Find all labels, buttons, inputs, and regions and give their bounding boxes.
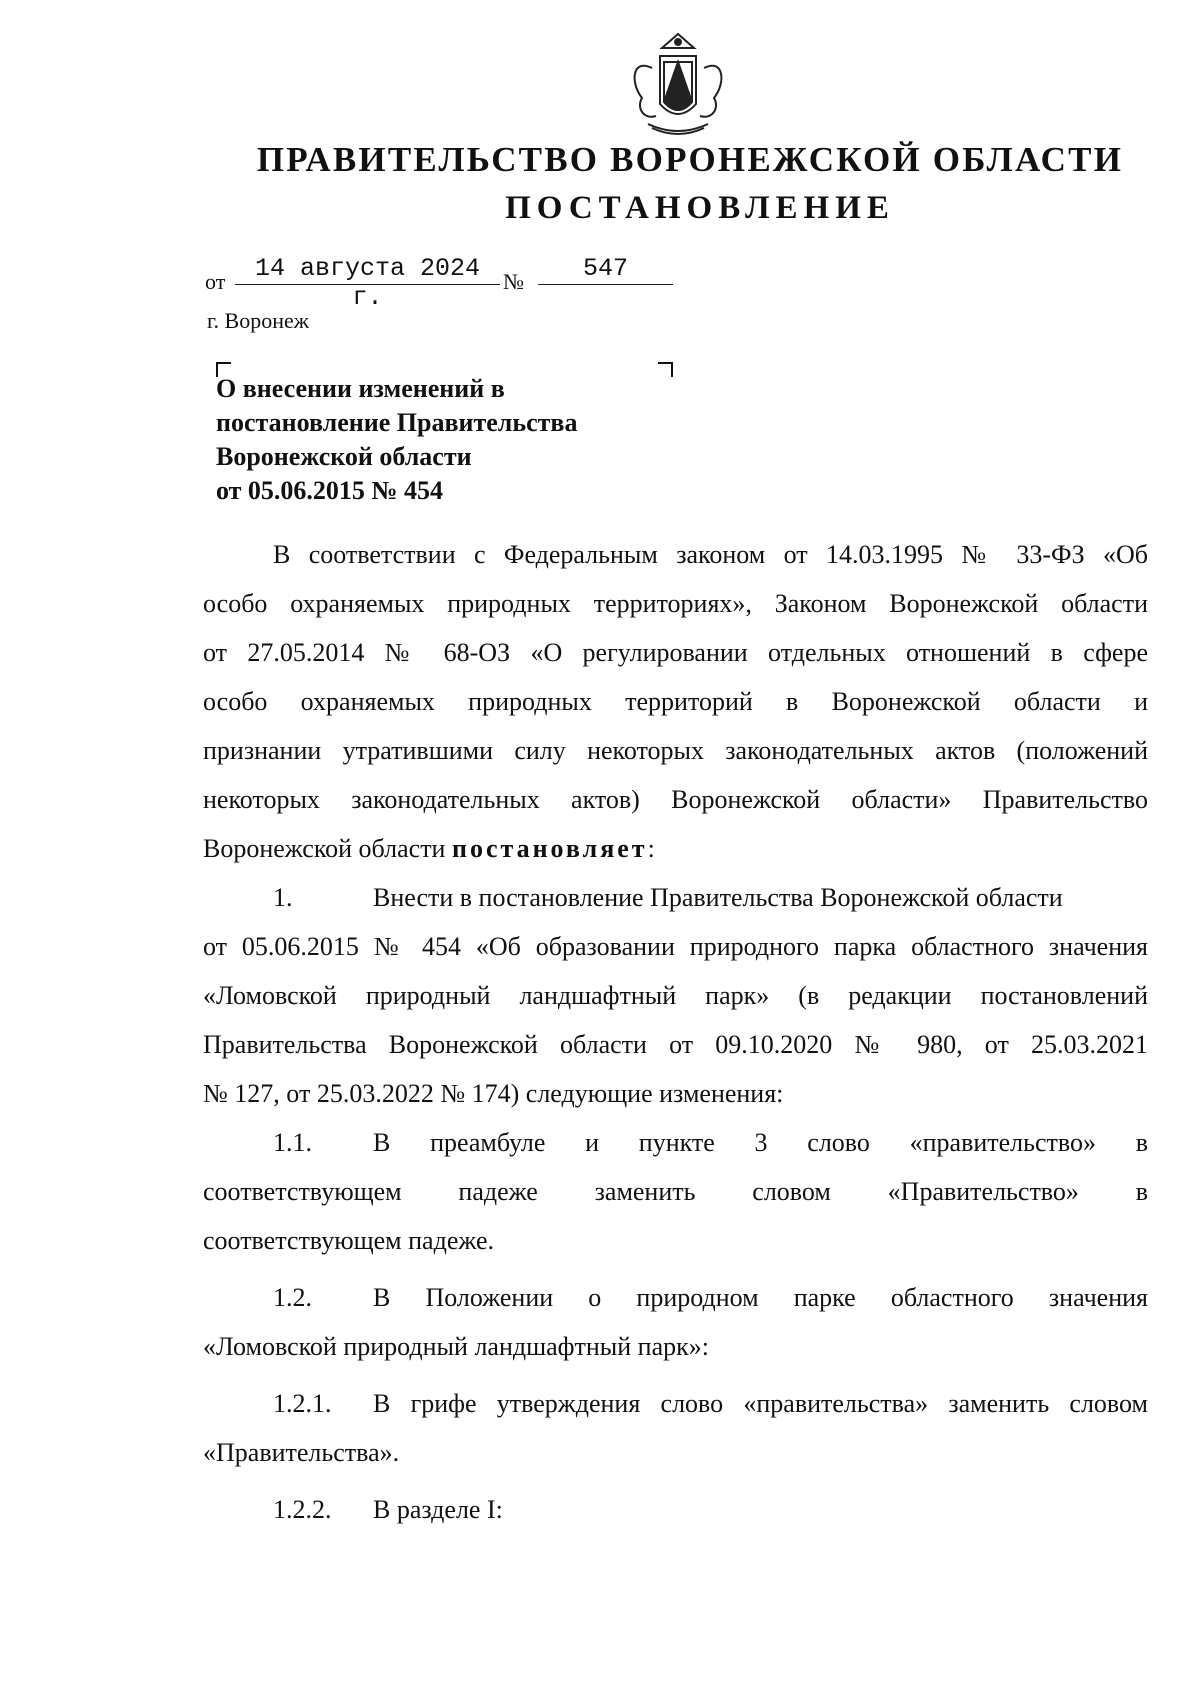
item-1-1-first-line [203, 1118, 1148, 1167]
preamble-last-text: Воронежской области [203, 834, 446, 863]
voronezh-coat-of-arms-icon [622, 28, 734, 140]
item-text: В Положении о природном парке областного значения [373, 1283, 1148, 1312]
item-text: В грифе утверждения слово «правительства» заменить словом [373, 1389, 1148, 1418]
item-1-2-last-line: «Ломовской природный ландшафтный парк»: [203, 1332, 709, 1361]
preamble-line: признании утратившими силу некоторых законодательных актов (положений [203, 736, 1148, 765]
item-1-last-line: № 127, от 25.03.2022 № 174) следующие изменения: [203, 1079, 784, 1108]
subject-line: постановление Правительства [216, 408, 578, 437]
item-text: В преамбуле и пункте 3 слово «правительство» в [373, 1128, 1148, 1157]
document-date: 14 августа 2024 г. [235, 254, 500, 285]
preamble-line: некоторых законодательных актов) Воронежской области» Правительство [203, 785, 1148, 814]
organization-title: ПРАВИТЕЛЬСТВО ВОРОНЕЖСКОЙ ОБЛАСТИ [256, 140, 1124, 179]
number-label: № [503, 269, 524, 294]
subject-line: Воронежской области [216, 442, 472, 471]
item-1-line: Правительства Воронежской области от 09.10.2020 № 980, от 25.03.2021 [203, 1030, 1148, 1059]
item-number: 1. [273, 883, 293, 912]
preamble-last-line [203, 824, 1148, 873]
item-1-first-line [203, 873, 1148, 922]
resolves-colon: : [647, 834, 655, 863]
item-number: 1.2. [273, 1283, 312, 1312]
item-1-1-last-line: соответствующем падеже. [203, 1226, 495, 1255]
subject-corner-right [658, 362, 673, 377]
preamble-line: В соответствии с Федеральным законом от 14.03.1995 № 33-ФЗ «Об [273, 540, 1148, 569]
from-label: от [205, 269, 226, 294]
item-1-2-first-line [203, 1273, 1148, 1322]
subject-line: от 05.06.2015 № 454 [216, 476, 444, 505]
item-1-2-1-last-line: «Правительства». [203, 1438, 400, 1467]
preamble-line: особо охраняемых природных территорий в Воронежской области и [203, 687, 1148, 716]
item-1-line: от 05.06.2015 № 454 «Об образовании природного парка областного значения [203, 932, 1148, 961]
item-1-2-1-first-line [203, 1379, 1148, 1428]
item-1-2-2-line [203, 1485, 1148, 1534]
subject-line: О внесении изменений в [216, 374, 505, 403]
item-number: 1.2.1. [273, 1389, 332, 1418]
preamble-line: особо охраняемых природных территориях», Законом Воронежской области [203, 589, 1148, 618]
resolves-word: постановляет [451, 834, 648, 863]
document-type-title: ПОСТАНОВЛЕНИЕ [505, 190, 895, 226]
item-number: 1.2.2. [273, 1495, 332, 1524]
item-text: Внести в постановление Правительства Воронежской области [373, 883, 1063, 912]
item-1-line: «Ломовской природный ландшафтный парк» (в редакции постановлений [203, 981, 1148, 1010]
preamble-line: от 27.05.2014 № 68-ОЗ «О регулировании отдельных отношений в сфере [203, 638, 1148, 667]
document-body [203, 530, 1148, 1534]
date-number-line [205, 254, 705, 312]
item-text: В разделе I: [373, 1495, 503, 1524]
item-number: 1.1. [273, 1128, 312, 1157]
document-number: 547 [538, 254, 673, 285]
city-label: г. Воронеж [207, 308, 309, 333]
document-subject [216, 372, 577, 508]
item-1-1-line: соответствующем падеже заменить словом «Правительство» в [203, 1177, 1148, 1206]
